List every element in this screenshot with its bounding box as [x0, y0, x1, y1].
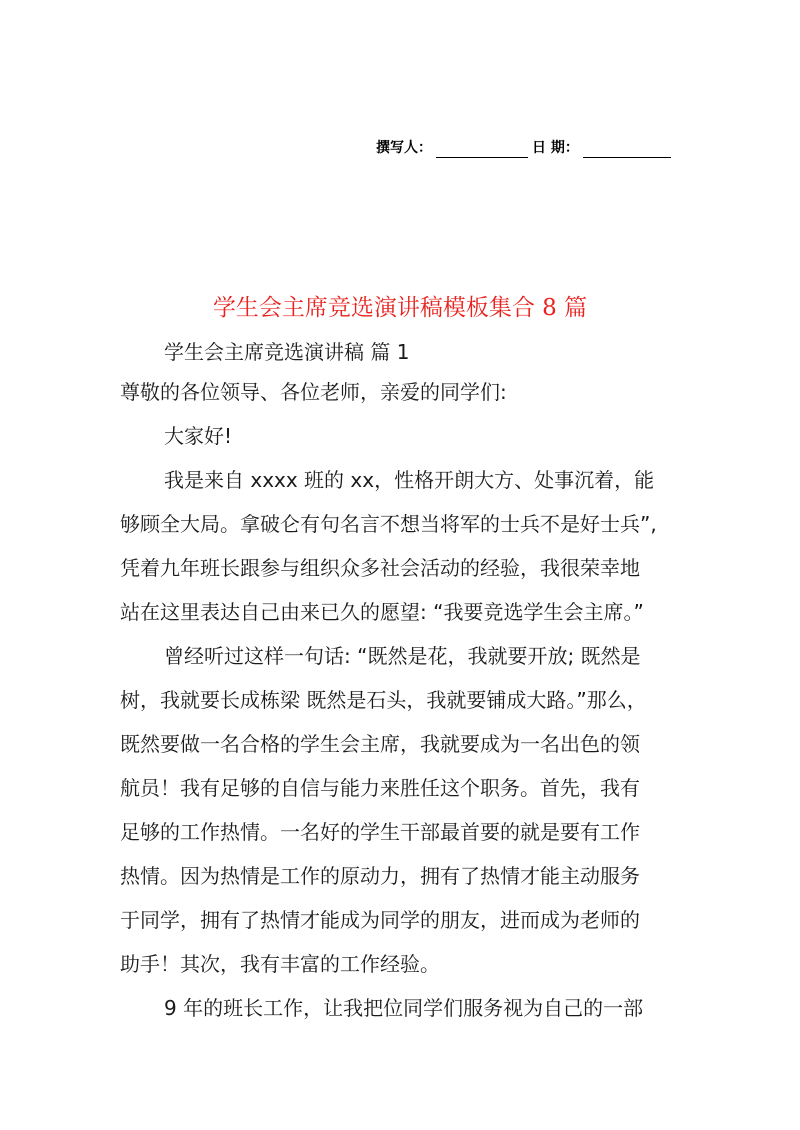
- paragraph-3: [120, 990, 692, 1026]
- author-date-header: [376, 138, 671, 158]
- paragraph-2-line: 足够的工作热情。一名好的学生干部最首要的就是要有工作: [120, 820, 640, 844]
- paragraph-2-line: 航员！我有足够的自信与能力来胜任这个职务。首先，我有: [120, 776, 640, 800]
- document-body: [120, 334, 692, 1026]
- date-blank-line: [583, 142, 671, 158]
- author-blank-line: [436, 142, 528, 158]
- document-title: 学生会主席竞选演讲稿模板集合 8 篇: [212, 295, 588, 321]
- paragraph-1-line: 站在这里表达自己由来已久的愿望: “我要竞选学生会主席。”: [120, 600, 644, 624]
- paragraph-1-line: 凭着九年班长跟参与组织众多社会活动的经验，我很荣幸地: [120, 556, 640, 580]
- paragraph-1-line: 够顾全大局。拿破仑有句名言不想当将军的士兵不是好士兵”,: [120, 512, 657, 536]
- paragraph-2-line: 助手！其次，我有丰富的工作经验。: [120, 952, 440, 976]
- salutation: 尊敬的各位领导、各位老师，亲爱的同学们:: [120, 380, 507, 404]
- paragraph-2: [120, 638, 692, 982]
- paragraph-2-line: 树，我就要长成栋梁 既然是石头，我就要铺成大路。”那么，: [120, 688, 647, 712]
- subtitle: 学生会主席竞选演讲稿 篇 1: [164, 340, 410, 364]
- paragraph-1: [120, 462, 692, 630]
- paragraph-2-line: 曾经听过这样一句话: “既然是花，我就要开放; 既然是: [164, 644, 641, 668]
- greeting: 大家好!: [164, 424, 233, 448]
- paragraph-2-line: 于同学，拥有了热情才能成为同学的朋友，进而成为老师的: [120, 908, 640, 932]
- date-label: 日 期：: [532, 140, 579, 156]
- paragraph-2-line: 热情。因为热情是工作的原动力，拥有了热情才能主动服务: [120, 864, 640, 888]
- paragraph-2-line: 既然要做一名合格的学生会主席，我就要成为一名出色的领: [120, 732, 640, 756]
- author-label: 撰写人：: [376, 140, 432, 156]
- paragraph-3-line: 9 年的班长工作，让我把位同学们服务视为自己的一部: [164, 996, 644, 1020]
- paragraph-1-line: 我是来自 xxxx 班的 xx，性格开朗大方、处事沉着，能: [164, 468, 655, 492]
